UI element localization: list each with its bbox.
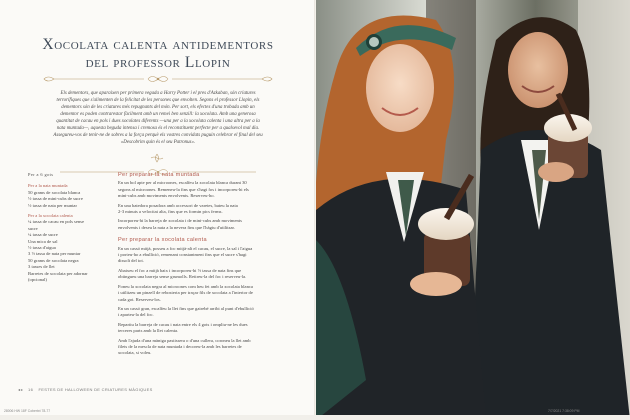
ingredient-item: (opcional) [28,277,47,283]
step-paragraph [118,180,290,199]
step-paragraph [118,246,290,265]
intro-line: dementor es poden contrarestar fàcilment amb un remei ben senzill: la xocolata. Amb una generosa [60,112,256,117]
step-line: Foneu la xocolata negra al microones com heu fet amb la xocolata blanca [118,283,253,289]
step-line: cada got. Reserveu-los. [118,296,161,302]
step-line: Repartiu la barreja de cacau i nata entre els 4 gots i ompliu-ne les dues [118,321,248,327]
page-number: 16 [28,387,34,392]
intro-line: quantitat de cacau en pols i dues xocolates diferents —una per a la xocolata calenta i una altra per a la [56,119,260,124]
recipe-introduction [30,90,286,146]
step-paragraph [118,218,290,231]
step-line: mini-cubs amb moviments envolvents. Reserveu-ho. [118,193,215,199]
right-page-photo [316,0,630,420]
ingredient-item: ½ tassa de mini-cubs de sucre [28,196,83,202]
ingredient-item: 3 tasses de llet [28,264,55,270]
step-paragraph [118,338,290,357]
step-line: xocolata, si voleu. [118,350,152,356]
ingredient-item: ¼ tassa de sucre [28,232,58,238]
recipe-title-line-1: Xocolata calenta antidementors [42,36,274,53]
step-line: terceres parts amb la llet calenta. [118,328,179,334]
intro-line: «Descobrim quin és el seu Patronus». [120,140,196,145]
servings-heading: Per a 6 gots [28,172,54,177]
step-section-heading: Per preparar la xocolata calenta [118,237,207,244]
recipe-title-line-2: del professor Llopin [85,54,231,71]
preparation-steps [118,172,290,360]
ingredient-item: 3 ½ tassa de nata per muntar [28,251,81,257]
print-mark-left: 28006 HW 18F Cobertxt 78-77 [4,409,51,413]
small-ornament-icon [150,153,164,163]
intro-line: terrorífiques que s'alimenten de la felicitat de les persones que envolten. Segons el professor Llopin, els [56,98,260,103]
step-line: En una batedora posadora amb accessori de varetes, bateu la nata [118,202,238,208]
ingredient-item: 50 grams de xocolata blanca [28,189,81,195]
intro-line: nata muntada—, aquesta beguda intensa i cremosa és el reconstituent perfecte per a qualsevol mal dia. [56,126,260,131]
step-line: filets de la mescla de nata muntada i decoreu-la amb les barretes de [118,343,242,349]
step-line: dissolt del tot. [118,258,144,264]
ingredient-item: ½ tassa de nata per muntar [28,202,77,208]
ingredient-item: ¼ tassa de cacau en pols sense [28,219,84,225]
ingredient-group-title: Per a la xocolata calenta [28,213,73,219]
step-paragraph [118,284,290,303]
step-line: 2-3 minuts a velocitat alta, fins que es formin pics ferms. [118,209,223,215]
page-footer [18,387,153,392]
step-paragraph [118,322,290,335]
step-section-heading: Per preparar la nata muntada [118,172,200,178]
step-paragraph [118,203,290,216]
step-paragraph [118,268,290,281]
printer-margin [0,415,630,420]
arrow-icon: ◂◂ [18,387,23,392]
step-paragraph [118,306,290,319]
ingredient-item: 50 grams de xocolata negra [28,257,79,263]
step-line: En un cassó gran, escalfeu la llet fins que gairebé arribi al punt d'ebullició [118,305,254,311]
step-line: obtingueu una barreja sense grumolls. Retireu-la del foc i reserveu-la. [118,274,247,280]
intro-line: Els dementors, que aparaixen per primera vegada a Harry Potter i el pres d'Azkaban, són criatures [60,91,256,96]
intro-line: dementors són de les criatures més repugnants del món. Per sort, els efectes d'una trobada amb un [61,105,255,110]
print-mark-right: 7/7/2021 7:38:09 PM [548,409,580,413]
step-line: Amb l'ajuda d'una màniga pastissera o d'una cullera, coroneu la llet amb [118,337,251,343]
running-title: FESTES DE HALLOWEEN DE CRIATURES MÀGIQUES [38,387,153,392]
step-line: En un cassó mitjà, posseu a foc mitjà-alt el cacau, el sucre, la sal i l'aigua [118,245,253,251]
step-line: Abaixeu el foc a mitjà baix i incorporeu-hi ½ tassa de nata fins que [118,267,242,273]
recipe-title [18,36,298,72]
ornamental-divider-top [40,73,276,85]
ingredient-group-title: Per a la nata muntada [28,183,68,189]
step-line: En un bol apte per al microones, escalfeu la xocolata blanca durant 30 [118,180,247,186]
step-line: i utilitzeu un pinzell de rebosteria per traçar fils de xocolata a l'interior de [118,290,253,296]
step-line: i porteu-ho a ebullició, remenant constantment fins que el sucre s'hagi [118,252,247,258]
step-line: segons al microones. Remeneu-la fins que s'hagi fos i incorporeu-hi els [118,186,249,192]
step-line: i aparteu-la del foc. [118,312,154,318]
step-line: envolvents i deseu la nata a la nevera fins que l'hàgiu d'utilitzar. [118,224,235,230]
ingredient-item: Una mica de sal [28,238,58,244]
step-line: Incorporeu-hi la barreja de xocolata i de mini-cubs amb moviments [118,218,242,224]
intro-line: Assegureu-vos de tenir-ne de sobres a la força perquè els vostres convidats puguin celebrar el final del seu [53,133,263,138]
ingredient-item: ½ tassa d'aigua [28,245,56,251]
photo-two-students-with-hot-chocolate [316,0,630,420]
ingredient-item: sucre [28,225,38,231]
ingredient-item: Barretes de xocolata per adornar [28,270,88,276]
ingredients-list [28,172,112,284]
